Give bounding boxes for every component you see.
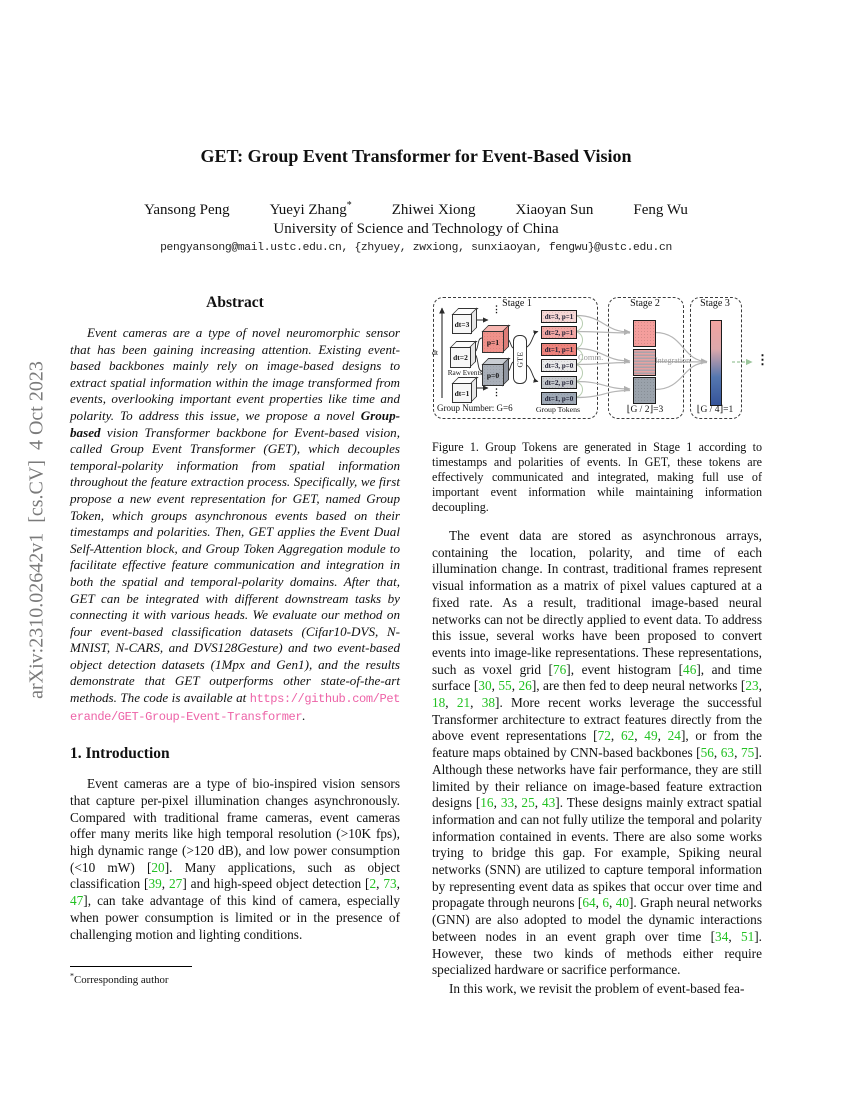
citation-ref[interactable]: 63 bbox=[720, 745, 735, 761]
citation-ref[interactable]: 27 bbox=[169, 876, 183, 892]
citation-ref[interactable]: 2 bbox=[369, 876, 377, 892]
stage2-count-label: ⌊G / 2⌋=3 bbox=[626, 405, 664, 415]
feature-square-2 bbox=[633, 349, 656, 376]
feature-square-1 bbox=[633, 320, 656, 347]
code-repository-link[interactable]: https://github.com/Peterande/GET-Group-Event-Transformer bbox=[70, 692, 400, 724]
citation-ref[interactable]: 21 bbox=[456, 695, 471, 711]
corresponding-author-mark: * bbox=[346, 200, 352, 211]
feature-bar bbox=[710, 320, 722, 406]
citation-ref[interactable]: 72 bbox=[597, 728, 611, 744]
paper-title: GET: Group Event Transformer for Event-Based Vision bbox=[200, 146, 632, 166]
citation-ref[interactable]: 75 bbox=[740, 745, 755, 761]
author-emails: pengyansong@mail.ustc.edu.cn, {zhyuey, zwxiong, sunxiaoyan, fengwu}@ustc.edu.cn bbox=[160, 242, 672, 254]
citation-ref[interactable]: 6 bbox=[602, 895, 610, 911]
citation-ref[interactable]: 76 bbox=[552, 661, 567, 677]
gte-box: GTE bbox=[513, 335, 527, 384]
footnote bbox=[70, 966, 400, 986]
citation-ref[interactable]: 47 bbox=[70, 893, 84, 909]
integration-label: Integration bbox=[655, 356, 691, 365]
citation-ref[interactable]: 64 bbox=[582, 895, 596, 911]
arxiv-watermark: arXiv:2310.02642v1 [cs.CV] 4 Oct 2023 bbox=[25, 361, 48, 699]
group-token-dt3-p1: dt=3, p=1 bbox=[541, 310, 577, 323]
figure-1: Stage 1 Stage 2 Stage 3 dt dt=3 dt=2 Raw Events dt=1 ⋮ ⋮ p=1 p=0 GTE dt=3, p=1 dt=2, p=1 dt=1, p=1 dt=3, p=0 dt=2, p=0 dt=1, p=0 Comm. Group Number: G=6 Group Tokens ⌊G / 2⌋=3 Integration ⌊G / 4⌋=1 ⋮ bbox=[432, 292, 766, 432]
left-column bbox=[70, 294, 400, 943]
raw-events-label: Raw Events bbox=[447, 369, 483, 377]
ellipsis: ⋮ bbox=[492, 304, 501, 314]
author-name: Yueyi Zhang* bbox=[269, 200, 352, 218]
citation-ref[interactable]: 43 bbox=[542, 795, 556, 811]
citation-ref[interactable]: 23 bbox=[745, 678, 759, 694]
author-name: Feng Wu bbox=[633, 202, 688, 218]
citation-ref[interactable]: 40 bbox=[615, 895, 629, 911]
citation-ref[interactable]: 34 bbox=[715, 928, 729, 944]
citation-ref[interactable]: 38 bbox=[481, 695, 496, 711]
comm-label: Comm. bbox=[578, 352, 604, 362]
stage3-count-label: ⌊G / 4⌋=1 bbox=[696, 405, 734, 415]
footnote-text: Corresponding author bbox=[74, 973, 169, 986]
stage2-label: Stage 2 bbox=[630, 298, 660, 309]
footnote-marker: * bbox=[70, 971, 74, 980]
citation-ref[interactable]: 39 bbox=[148, 876, 162, 892]
author-name: Yansong Peng bbox=[144, 202, 230, 218]
figure-1-caption: Figure 1. Group Tokens are generated in Stage 1 according to timestamps and polarities of events. In GET, these tokens are effectively communicated and integrated, making full use of important event information while maintaining information decoupling. bbox=[432, 440, 762, 514]
citation-ref[interactable]: 62 bbox=[620, 728, 635, 744]
ellipsis: ⋮ bbox=[756, 352, 769, 367]
stage1-label: Stage 1 bbox=[502, 298, 532, 309]
introduction-paragraph: Event cameras are a type of bio-inspired vision sensors that capture per-pixel illumination changes asynchronously. Compared with traditional frame cameras, event cameras offer many merits like high temporal resolution (>10K fps), high dynamic range (>120 dB), and low power consumption (<10 mW) [20]. Many applications, such as object classification [39, 27] and high-speed object detection [2, 73, 47], can take advantage of this kind of camera, especially when power consumption is limited or in the presence of challenging motion and lighting conditions. bbox=[70, 776, 400, 942]
footnote-rule bbox=[70, 966, 192, 967]
group-number-label: Group Number: G=6 bbox=[437, 403, 513, 413]
citation-ref[interactable]: 26 bbox=[518, 678, 532, 694]
author-list bbox=[0, 200, 832, 219]
citation-ref[interactable]: 25 bbox=[521, 795, 535, 811]
dt-axis-label: dt bbox=[432, 348, 439, 357]
author-name: Zhiwei Xiong bbox=[391, 202, 476, 218]
author-name: Xiaoyan Sun bbox=[515, 202, 594, 218]
citation-ref[interactable]: 51 bbox=[740, 928, 755, 944]
citation-ref[interactable]: 30 bbox=[478, 678, 492, 694]
citation-ref[interactable]: 16 bbox=[480, 795, 494, 811]
citation-ref[interactable]: 56 bbox=[700, 745, 714, 761]
group-token-dt2-p1: dt=2, p=1 bbox=[541, 326, 577, 339]
citation-ref[interactable]: 20 bbox=[151, 859, 165, 875]
citation-ref[interactable]: 18 bbox=[432, 695, 446, 711]
citation-ref[interactable]: 55 bbox=[498, 678, 512, 694]
feature-square-3 bbox=[633, 377, 656, 404]
citation-ref[interactable]: 46 bbox=[683, 661, 697, 677]
citation-ref[interactable]: 24 bbox=[667, 728, 681, 744]
body-paragraph-1: The event data are stored as asynchronous arrays, containing the location, polarity, and time of each illumination change. In contrast, traditional frames represent visual information as a matrix of pixel values captured at a fixed rate. As a result, traditional image-based neural networks can not be directly applied to event data. To address this issue, several works have been proposed to convert events into image-like representations. These representations, such as voxel grid [76], event histogram [46], and time surface [30, 55, 26], are then fed to deep neural networks [23, 18, 21, 38]. More recent works leverage the successful Transformer architecture to extract features directly from the above event representations [72, 62, 49, 24], or from the feature maps obtained by CNN-based backbones [56, 63, 75]. Although these networks have fair performance, they are still limited by their reliance on image-based feature extraction designs [16, 33, 25, 43]. These designs mainly extract spatial information and can not fully utilize the temporal and polarity information contained in events. There are also some works trying to bridge this gap. For example, Spiking neural networks (SNN) are utilized to capture temporal information by representing event data as spikes that occur over time and propagate through neurons [64, 6, 40]. Graph neural networks (GNN) are also adopted to model the dynamic interactions between nodes in an event graph over time [34, 51]. However, these two kinds of methods either require specialized hardware or sacrifice performance. bbox=[432, 528, 763, 978]
body-paragraph-2: In this work, we revisit the problem of event-based fea- bbox=[449, 980, 745, 996]
group-token-dt1-p1: dt=1, p=1 bbox=[541, 343, 577, 356]
section-heading-introduction: 1. Introduction bbox=[70, 745, 170, 763]
right-column bbox=[432, 292, 769, 998]
group-token-dt3-p0: dt=3, p=0 bbox=[541, 359, 577, 372]
author-affiliation: University of Science and Technology of China bbox=[273, 221, 559, 237]
abstract-body: Event cameras are a type of novel neuromorphic sensor that has been gaining increasing attention. Existing event-based backbones mainly rely on image-based designs to extract spatial information within the image transformed from events, overlooking important event properties like time and polarity. To address this issue, we propose a novel Group-based vision Transformer backbone for Event-based vision, called Group Event Transformer (GET), which decouples temporal-polarity information from spatial information throughout the feature extraction process. Specifically, we first propose a new event representation for GET, named Group Token, which groups asynchronous events based on their timestamps and polarities. Then, GET applies the Event Dual Self-Attention block, and Group Token Aggregation module to facilitate effective feature communication and integration in both the spatial and temporal-polarity domains. After that, GET can be integrated with different downstream tasks by connecting it with various heads. We evaluate our method on four event-based classification datasets (Cifar10-DVS, N-MNIST, N-CARS, and DVS128Gesture) and two event-based object detection datasets (1Mpx and Gen1), and the results demonstrate that GET outperforms other state-of-the-art methods. The code is available at https://github.com/Peterande/GET-Group-Event-Transformer. bbox=[70, 325, 400, 724]
ellipsis: ⋮ bbox=[492, 387, 501, 397]
group-token-dt2-p0: dt=2, p=0 bbox=[541, 376, 577, 389]
citation-ref[interactable]: 33 bbox=[500, 795, 515, 811]
citation-ref[interactable]: 73 bbox=[383, 876, 397, 892]
abstract-heading: Abstract bbox=[206, 294, 264, 311]
group-token-dt1-p0: dt=1, p=0 bbox=[541, 392, 577, 405]
citation-ref[interactable]: 49 bbox=[644, 728, 658, 744]
stage3-label: Stage 3 bbox=[700, 298, 730, 309]
group-tokens-label: Group Tokens bbox=[535, 405, 581, 414]
